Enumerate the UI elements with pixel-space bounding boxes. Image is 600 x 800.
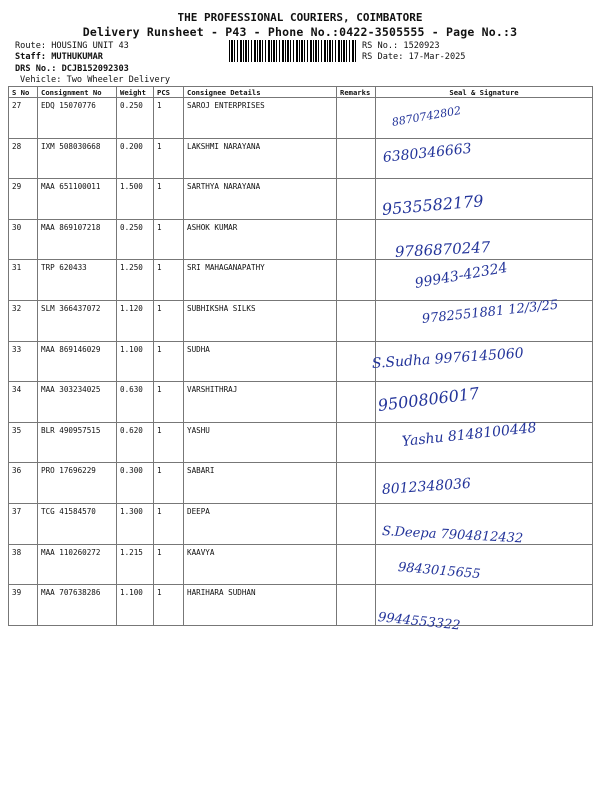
handwritten-signature: 9500806017 (376, 383, 481, 415)
cell-consignment: IXM 508030668 (38, 138, 117, 179)
cell-pcs: 1 (154, 260, 184, 301)
cell-sno: 33 (9, 341, 38, 382)
col-header-consignee: Consignee Details (184, 87, 337, 98)
cell-remarks (337, 341, 376, 382)
cell-consignment: TRP 620433 (38, 260, 117, 301)
handwritten-signature: S.Deepa 7904812432 (381, 524, 524, 547)
handwritten-signature: 9944553322 (377, 610, 462, 634)
cell-consignee: VARSHITHRAJ (184, 382, 337, 423)
cell-weight: 0.200 (117, 138, 154, 179)
col-header-remarks: Remarks (337, 87, 376, 98)
handwritten-signature: 9782551881 12/3/25 (421, 297, 560, 327)
cell-consignment: MAA 869107218 (38, 219, 117, 260)
cell-consignee: SUBHIKSHA SILKS (184, 300, 337, 341)
cell-remarks (337, 138, 376, 179)
cell-weight: 0.300 (117, 463, 154, 504)
cell-remarks (337, 179, 376, 220)
cell-sno: 27 (9, 98, 38, 139)
cell-consignee: HARIHARA SUDHAN (184, 585, 337, 626)
cell-consignee: ASHOK KUMAR (184, 219, 337, 260)
col-header-signature: Seal & Signature (376, 87, 593, 98)
table-row (9, 585, 593, 626)
cell-weight: 1.100 (117, 585, 154, 626)
cell-sno: 32 (9, 300, 38, 341)
handwritten-signature: Yashu 8148100448 (401, 419, 538, 450)
cell-consignment: MAA 869146029 (38, 341, 117, 382)
cell-consignee: DEEPA (184, 503, 337, 544)
cell-weight: 1.500 (117, 179, 154, 220)
handwritten-signature: 9786870247 (394, 238, 491, 261)
cell-consignment: EDQ 15070776 (38, 98, 117, 139)
cell-weight: 1.100 (117, 341, 154, 382)
cell-consignment: PRO 17696229 (38, 463, 117, 504)
cell-weight: 1.250 (117, 260, 154, 301)
cell-remarks (337, 382, 376, 423)
table-header-row (9, 87, 593, 98)
cell-remarks (337, 260, 376, 301)
cell-sno: 30 (9, 219, 38, 260)
cell-pcs: 1 (154, 544, 184, 585)
cell-consignment: MAA 110260272 (38, 544, 117, 585)
cell-sno: 35 (9, 422, 38, 463)
cell-consignment: MAA 651100011 (38, 179, 117, 220)
cell-pcs: 1 (154, 179, 184, 220)
cell-pcs: 1 (154, 219, 184, 260)
handwritten-signature: 9535582179 (381, 191, 485, 219)
cell-consignment: MAA 303234025 (38, 382, 117, 423)
cell-pcs: 1 (154, 585, 184, 626)
barcode-image (229, 40, 357, 62)
runsheet-title: Delivery Runsheet - P43 - Phone No.:0422-3505555 - Page No.:3 (82, 25, 518, 39)
cell-consignment: BLR 490957515 (38, 422, 117, 463)
handwritten-signature: S.Sudha 9976145060 (371, 345, 525, 372)
staff-label: Staff: MUTHUKUMAR (15, 52, 103, 62)
handwritten-signature: 99943-42324 (413, 259, 509, 292)
vehicle-label: Vehicle: Two Wheeler Delivery (20, 75, 171, 85)
cell-weight: 0.250 (117, 98, 154, 139)
col-header-weight: Weight (117, 87, 154, 98)
cell-consignee: LAKSHMI NARAYANA (184, 138, 337, 179)
cell-sno: 38 (9, 544, 38, 585)
rs-number: RS No.: 1520923 (362, 41, 440, 51)
table-row (9, 382, 593, 423)
cell-pcs: 1 (154, 98, 184, 139)
cell-sno: 29 (9, 179, 38, 220)
drs-number: DRS No.: DCJB152092303 (15, 64, 129, 74)
cell-remarks (337, 544, 376, 585)
cell-remarks (337, 300, 376, 341)
cell-consignee: KAAVYA (184, 544, 337, 585)
cell-pcs: 1 (154, 503, 184, 544)
handwritten-signature: 8012348036 (381, 475, 472, 498)
cell-weight: 0.620 (117, 422, 154, 463)
table-row (9, 544, 593, 585)
table-row (9, 219, 593, 260)
cell-pcs: 1 (154, 341, 184, 382)
cell-sno: 31 (9, 260, 38, 301)
cell-weight: 1.300 (117, 503, 154, 544)
cell-remarks (337, 219, 376, 260)
table-row (9, 463, 593, 504)
cell-pcs: 1 (154, 382, 184, 423)
col-header-sno: S No (9, 87, 38, 98)
cell-remarks (337, 463, 376, 504)
cell-weight: 0.630 (117, 382, 154, 423)
cell-pcs: 1 (154, 300, 184, 341)
cell-pcs: 1 (154, 422, 184, 463)
cell-sno: 36 (9, 463, 38, 504)
cell-remarks (337, 422, 376, 463)
table-row (9, 179, 593, 220)
table-row (9, 138, 593, 179)
cell-sno: 39 (9, 585, 38, 626)
cell-consignee: SABARI (184, 463, 337, 504)
rs-date: RS Date: 17-Mar-2025 (362, 52, 466, 62)
company-title: THE PROFESSIONAL COURIERS, COIMBATORE (177, 11, 423, 24)
cell-remarks (337, 503, 376, 544)
cell-consignment: TCG 41584570 (38, 503, 117, 544)
cell-consignee: SAROJ ENTERPRISES (184, 98, 337, 139)
cell-sno: 28 (9, 138, 38, 179)
cell-remarks (337, 585, 376, 626)
handwritten-signature: 6380346663 (382, 140, 473, 166)
cell-weight: 1.215 (117, 544, 154, 585)
cell-pcs: 1 (154, 463, 184, 504)
cell-consignee: SUDHA (184, 341, 337, 382)
cell-weight: 1.120 (117, 300, 154, 341)
table-row (9, 98, 593, 139)
cell-sno: 34 (9, 382, 38, 423)
handwritten-signature: 9843015655 (397, 560, 482, 583)
cell-consignee: SRI MAHAGANAPATHY (184, 260, 337, 301)
route-label: Route: HOUSING UNIT 43 (15, 41, 129, 51)
cell-consignment: MAA 707638286 (38, 585, 117, 626)
cell-sno: 37 (9, 503, 38, 544)
cell-remarks (337, 98, 376, 139)
col-header-consignment: Consignment No (38, 87, 117, 98)
handwritten-signature: 8870742802 (390, 103, 463, 129)
cell-consignee: SARTHYA NARAYANA (184, 179, 337, 220)
cell-weight: 0.250 (117, 219, 154, 260)
cell-consignee: YASHU (184, 422, 337, 463)
cell-consignment: SLM 366437072 (38, 300, 117, 341)
col-header-pcs: PCS (154, 87, 184, 98)
cell-pcs: 1 (154, 138, 184, 179)
